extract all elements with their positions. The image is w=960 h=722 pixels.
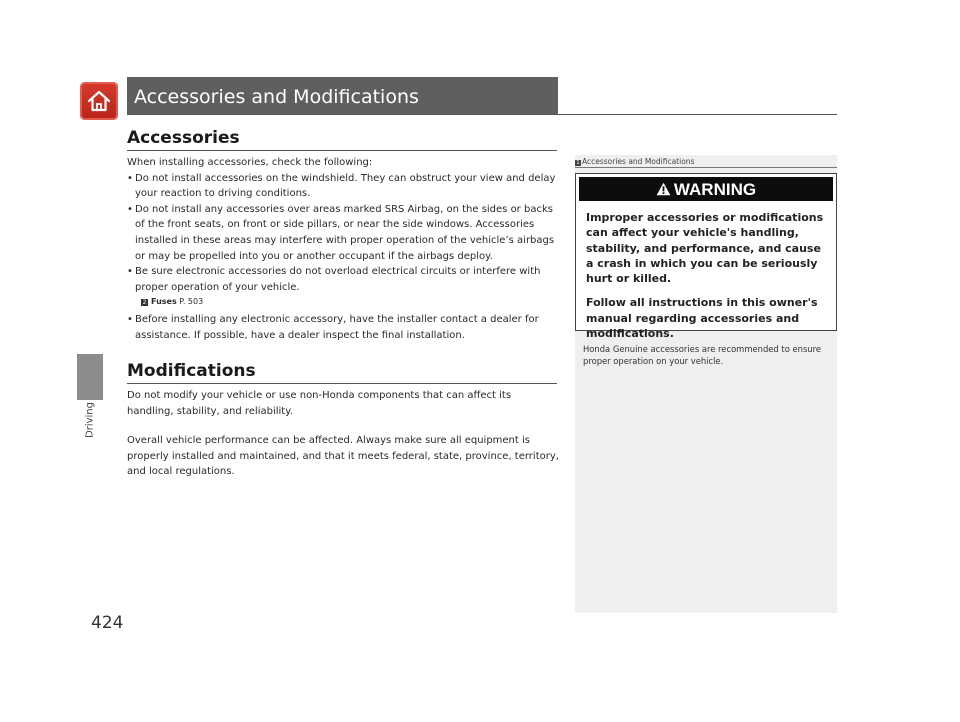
accessories-body [127,155,559,344]
accessories-intro: When installing accessories, check the following: [127,157,373,168]
reference-label: Fuses [151,297,177,307]
modifications-paragraph-1: Do not modify your vehicle or use non-Honda components that can affect its handling, stability, and reliability. [127,390,512,417]
reference-page: P. 503 [179,297,204,307]
warning-paragraph-1: Improper accessories or modifications can affect your vehicle's handling, stability, and performance, and cause a crash in which you can be seriously hurt or killed. [586,211,824,286]
page-title: Accessories and Modifications [127,77,558,115]
title-divider [127,114,837,115]
home-icon [86,88,112,114]
modifications-paragraph-2: Overall vehicle performance can be affected. Always make sure all equipment is properly installed and maintained, and that it meets federal, state, province, territory, and local regulations. [127,435,559,478]
fuses-reference-link[interactable] [127,295,559,309]
warning-header [579,177,833,201]
note-marker-icon: 1 [576,160,580,166]
list-item: • Do not install any accessories over areas marked SRS Airbag, on the sides or backs of the front seats, on front or side pillars, or near the side windows. Accessories installed in these areas may interfere with proper operation of the vehicle’s airbags or may be propelled into you or another occupant if the airbags deploy. [127,202,559,264]
warning-box [575,173,837,341]
accessories-divider [127,150,557,151]
list-item: • Do not install accessories on the windshield. They can obstruct your view and delay your reaction to driving conditions. [127,171,559,202]
warning-paragraph-2: Follow all instructions in this owner's manual regarding accessories and modifications. [586,296,818,341]
sidebar-header [575,157,837,166]
chapter-tab[interactable] [77,354,103,400]
modifications-body [127,388,559,480]
page-number: 424 [91,613,124,633]
accessories-list-continued [127,312,559,343]
accessories-list [127,171,559,296]
modifications-heading: Modifications [127,361,256,381]
chapter-tab-label: Driving [84,402,96,438]
reference-arrow-icon: 2 [142,299,147,307]
accessories-heading: Accessories [127,128,240,148]
warning-text [576,204,836,341]
warning-triangle-icon [656,182,671,196]
sidebar-note: Honda Genuine accessories are recommended to ensure proper operation on your vehicle. [583,344,822,367]
sidebar-divider [575,167,837,168]
home-button[interactable] [80,82,118,120]
modifications-divider [127,383,557,384]
sidebar-title: Accessories and Modifications [582,157,695,166]
warning-label: WARNING [673,180,757,199]
list-item: • Be sure electronic accessories do not overload electrical circuits or interfere with proper operation of your vehicle. [127,264,559,295]
list-item: • Before installing any electronic accessory, have the installer contact a dealer for assistance. If possible, have a dealer inspect the final installation. [127,312,559,343]
